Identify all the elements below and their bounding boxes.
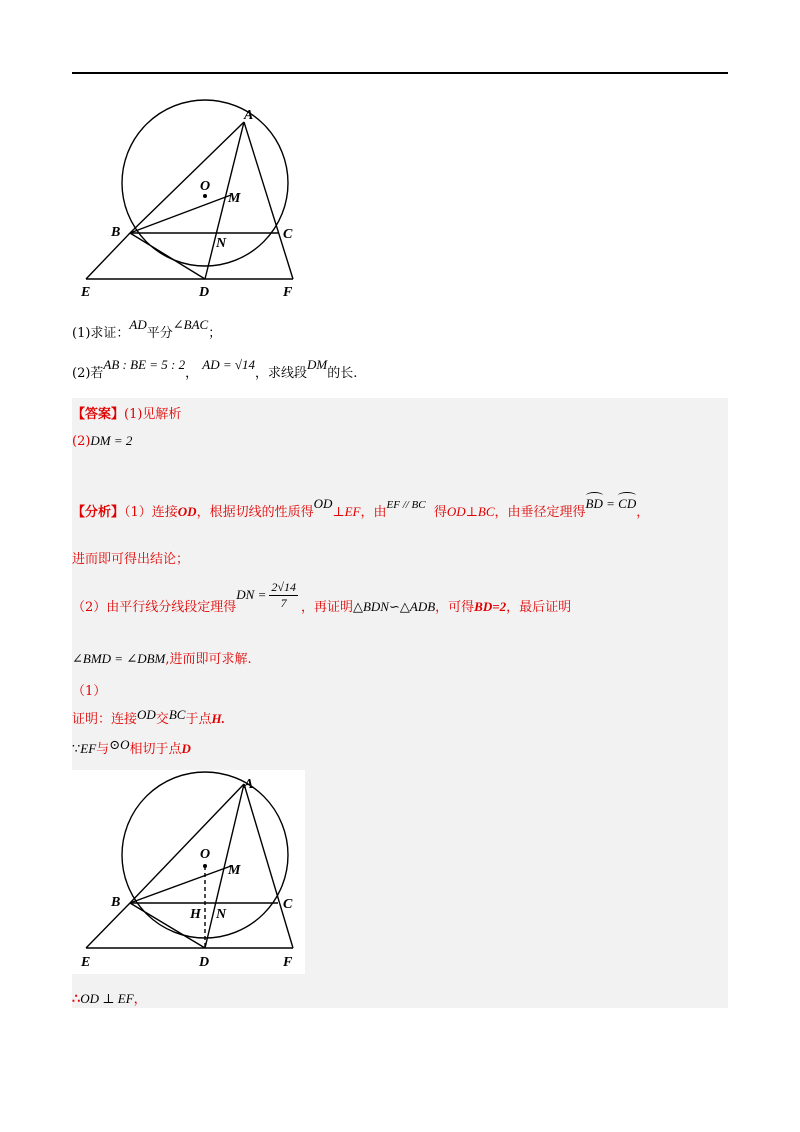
label-M: M bbox=[228, 191, 241, 206]
geometry-figure-1 bbox=[72, 98, 312, 302]
label-O: O bbox=[200, 179, 211, 194]
label-B: B bbox=[111, 895, 121, 910]
label-B: B bbox=[111, 225, 121, 240]
solution-part-1: （1） bbox=[72, 684, 107, 699]
label-H: H bbox=[190, 907, 201, 922]
analysis-line-1: 【分析】（1）连接OD，根据切线的性质得OD⊥EF，由$^{EF // BC}$ 得OD⊥BC，由垂径定理得BD = CD， bbox=[72, 500, 649, 520]
question-2: (2)若AB : BE = 5 : 2， AD = √14，求线段DM的长. bbox=[72, 357, 358, 381]
answer-1: 【答案】(1)见解析 bbox=[72, 407, 182, 422]
header-rule bbox=[72, 72, 728, 74]
answer-2: (2)DM = 2 bbox=[72, 433, 133, 449]
analysis-line-3: （2）由平行线分线段定理得DN = $\frac{2√14}{7}$ ，再证明△BDN∽△ADB，可得BD=2，最后证明 bbox=[72, 580, 572, 615]
label-C: C bbox=[283, 227, 293, 242]
geometry-figure-2 bbox=[72, 770, 305, 974]
solution-line-4: ∴OD ⊥ EF， bbox=[72, 991, 147, 1007]
solution-line-2: 证明：连接OD交BC于点H. bbox=[72, 707, 225, 727]
label-E: E bbox=[81, 955, 91, 970]
analysis-line-4: ∠BMD = ∠DBM,进而即可求解. bbox=[72, 651, 252, 667]
label-M: M bbox=[228, 863, 241, 878]
label-N: N bbox=[216, 236, 227, 251]
label-A: A bbox=[244, 777, 254, 792]
label-C: C bbox=[283, 897, 293, 912]
label-F: F bbox=[283, 285, 293, 300]
label-F: F bbox=[283, 955, 293, 970]
question-1: (1)求证：AD平分∠BAC； bbox=[72, 317, 222, 341]
label-N: N bbox=[216, 907, 227, 922]
label-E: E bbox=[81, 285, 91, 300]
label-D: D bbox=[199, 285, 210, 300]
label-D: D bbox=[199, 955, 210, 970]
solution-line-3: ∵EF与⊙O相切于点D bbox=[72, 737, 191, 757]
analysis-line-2: 进而即可得出结论； bbox=[72, 552, 190, 567]
label-A: A bbox=[244, 108, 254, 123]
label-O: O bbox=[200, 847, 211, 862]
